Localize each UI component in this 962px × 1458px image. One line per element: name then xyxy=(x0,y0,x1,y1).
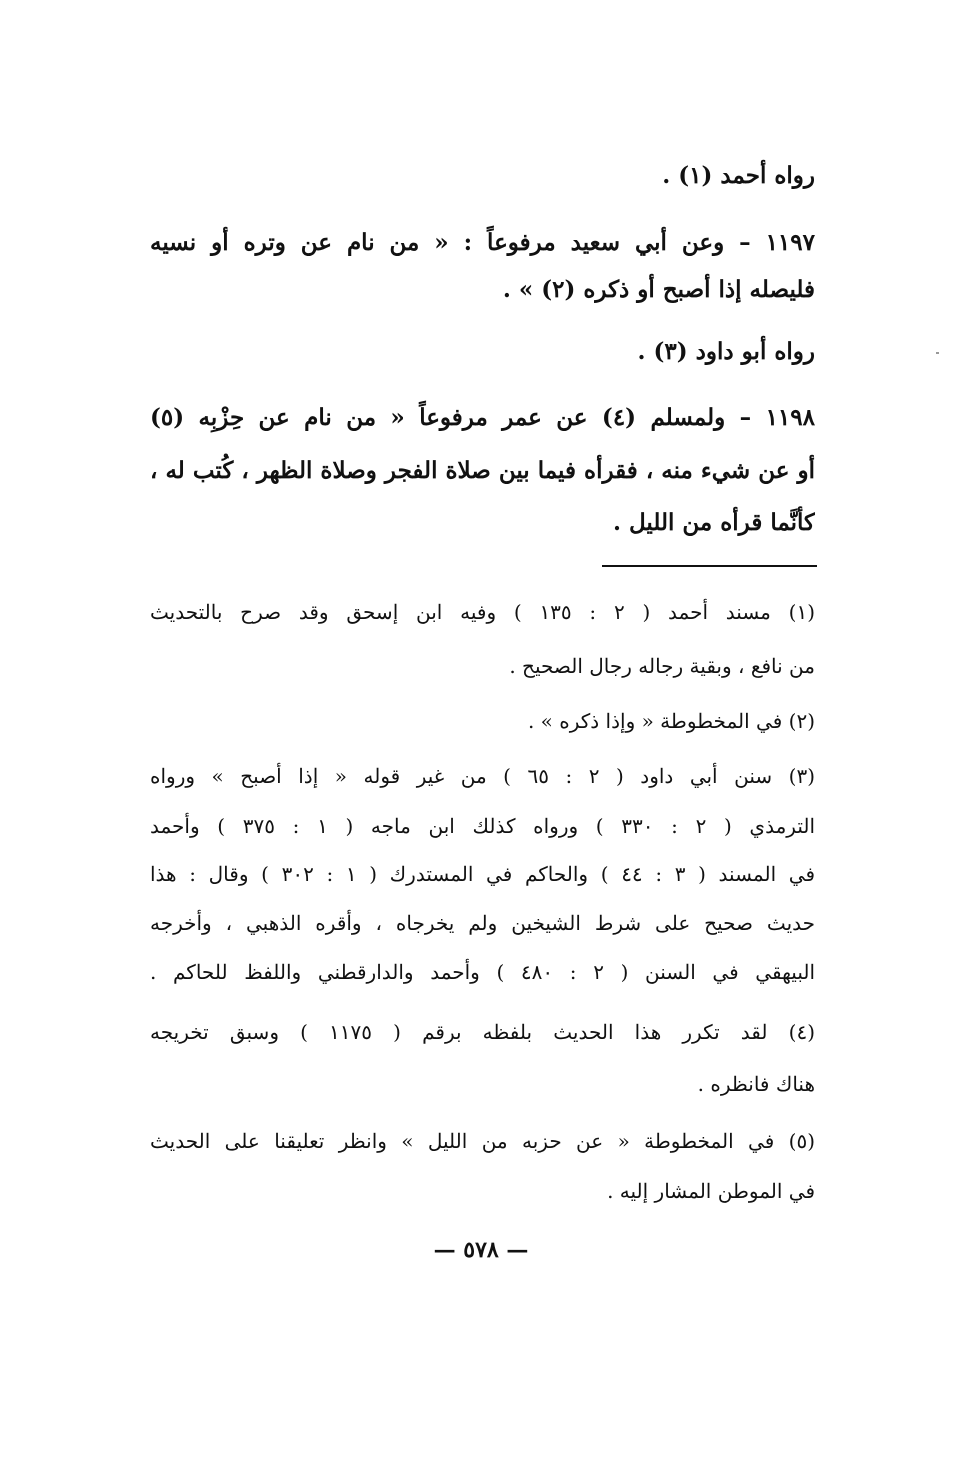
narration-line: رواه أبو داود (٣) . xyxy=(637,338,815,365)
footnote-line: هناك فانظره . xyxy=(697,1072,815,1096)
footnote-line: (٣) سنن أبي داود ( ٢ : ٦٥ ) من غير قوله « إذا أصبح » ورواه xyxy=(150,764,815,788)
footnote-line: البيهقي في السنن ( ٢ : ٤٨٠ ) وأحمد والدارقطني واللفظ للحاكم . xyxy=(150,960,815,984)
footnote-line: الترمذي ( ٢ : ٣٣٠ ) ورواه كذلك ابن ماجه ( ١ : ٣٧٥ ) وأحمد xyxy=(150,814,815,838)
hadith-1198-line: كأنَّما قرأه من الليل . xyxy=(612,509,815,536)
page-number: — ٥٧٨ — xyxy=(433,1237,529,1263)
hadith-1198-line: أو عن شيء منه ، فقرأه فيما بين صلاة الفجر وصلاة الظهر ، كُتب له ، xyxy=(150,457,815,484)
footnote-line: (٥) في المخطوطة « عن حزبه من الليل » وانظر تعليقنا على الحديث xyxy=(150,1129,815,1153)
hadith-1197-line: فليصله إذا أصبح أو ذكره (٢) » . xyxy=(502,276,815,303)
scan-speck xyxy=(936,352,939,354)
footnote-line: في الموطن المشار إليه . xyxy=(607,1179,815,1203)
footnote-line: من نافع ، وبقية رجاله رجال الصحيح . xyxy=(509,654,815,678)
footnote-line: حديث صحيح على شرط الشيخين ولم يخرجاه ، وأقره الذهبي ، وأخرجه xyxy=(150,911,815,935)
hadith-1197-line: ١١٩٧ – وعن أبي سعيد مرفوعاً : « من نام عن وتره أو نسيه xyxy=(150,229,815,256)
hadith-1198-line: ١١٩٨ – ولمسلم (٤) عن عمر مرفوعاً « من نام عن حِزْبِه (٥) xyxy=(150,404,815,431)
footnote-line: (١) مسند أحمد ( ٢ : ١٣٥ ) وفيه ابن إسحق وقد صرح بالتحديث xyxy=(150,600,815,624)
footnote-separator xyxy=(602,565,817,567)
footnote-line: في المسند ( ٣ : ٤٤ ) والحاكم في المستدرك ( ١ : ٣٠٢ ) وقال : هذا xyxy=(150,862,815,886)
narration-line: رواه أحمد (١) . xyxy=(662,162,815,189)
footnote-line: (٤) لقد تكرر هذا الحديث بلفظه برقم ( ١١٧٥ ) وسبق تخريجه xyxy=(150,1020,815,1044)
footnote-line: (٢) في المخطوطة « وإذا ذكره » . xyxy=(527,709,815,733)
